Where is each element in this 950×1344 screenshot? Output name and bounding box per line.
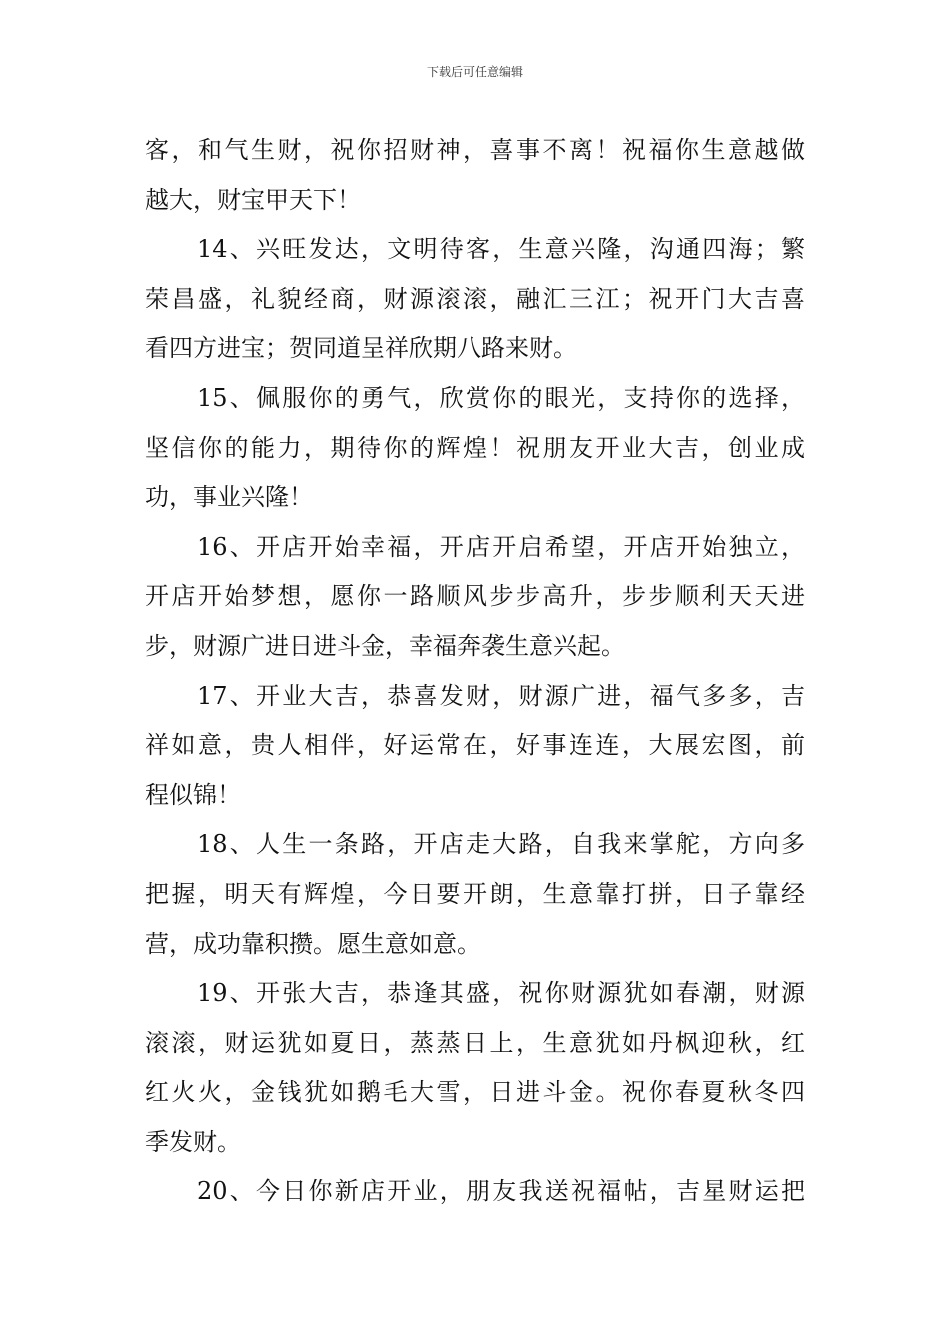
text-line: 坚信你的能力，期待你的辉煌！祝朋友开业大吉，创业成	[145, 433, 805, 462]
text-line: 营，成功靠积攒。愿生意如意。	[145, 929, 481, 958]
text-line: 功，事业兴隆！	[145, 483, 313, 512]
text-line: 15、佩服你的勇气，欣赏你的眼光，支持你的选择，	[197, 383, 805, 412]
text-line: 20、今日你新店开业，朋友我送祝福帖，吉星财运把	[197, 1177, 805, 1206]
text-line: 荣昌盛，礼貌经商，财源滚滚，融汇三江；祝开门大吉喜	[145, 284, 805, 313]
text-line: 客，和气生财，祝你招财神，喜事不离！祝福你生意越做	[145, 136, 805, 164]
text-line: 14、兴旺发达，文明待客，生意兴隆，沟通四海；繁	[197, 235, 805, 264]
document-body	[145, 126, 805, 1217]
text-line: 季发财。	[145, 1127, 241, 1156]
text-line: 开店开始梦想，愿你一路顺风步步高升，步步顺利天天进	[145, 582, 805, 611]
text-line: 把握，明天有辉煌，今日要开朗，生意靠打拼，日子靠经	[145, 879, 805, 908]
text-line: 16、开店开始幸福，开店开启希望，开店开始独立，	[197, 532, 805, 561]
text-line: 祥如意，贵人相伴，好运常在，好事连连，大展宏图，前	[145, 731, 805, 760]
page-header: 下载后可任意编辑	[426, 65, 523, 79]
text-line: 越大，财宝甲天下！	[145, 185, 361, 214]
text-line: 19、开张大吉，恭逢其盛，祝你财源犹如春潮，财源	[197, 979, 805, 1008]
text-line: 红火火，金钱犹如鹅毛大雪，日进斗金。祝你春夏秋冬四	[145, 1078, 805, 1107]
text-line: 程似锦！	[145, 780, 241, 809]
text-line: 18、人生一条路，开店走大路，自我来掌舵，方向多	[197, 830, 805, 859]
text-line: 看四方进宝；贺同道呈祥欣期八路来财。	[145, 334, 577, 363]
text-line: 步，财源广进日进斗金，幸福奔袭生意兴起。	[145, 631, 625, 660]
text-line: 17、开业大吉，恭喜发财，财源广进，福气多多，吉	[197, 681, 805, 710]
text-line: 滚滚，财运犹如夏日，蒸蒸日上，生意犹如丹枫迎秋，红	[145, 1028, 805, 1057]
